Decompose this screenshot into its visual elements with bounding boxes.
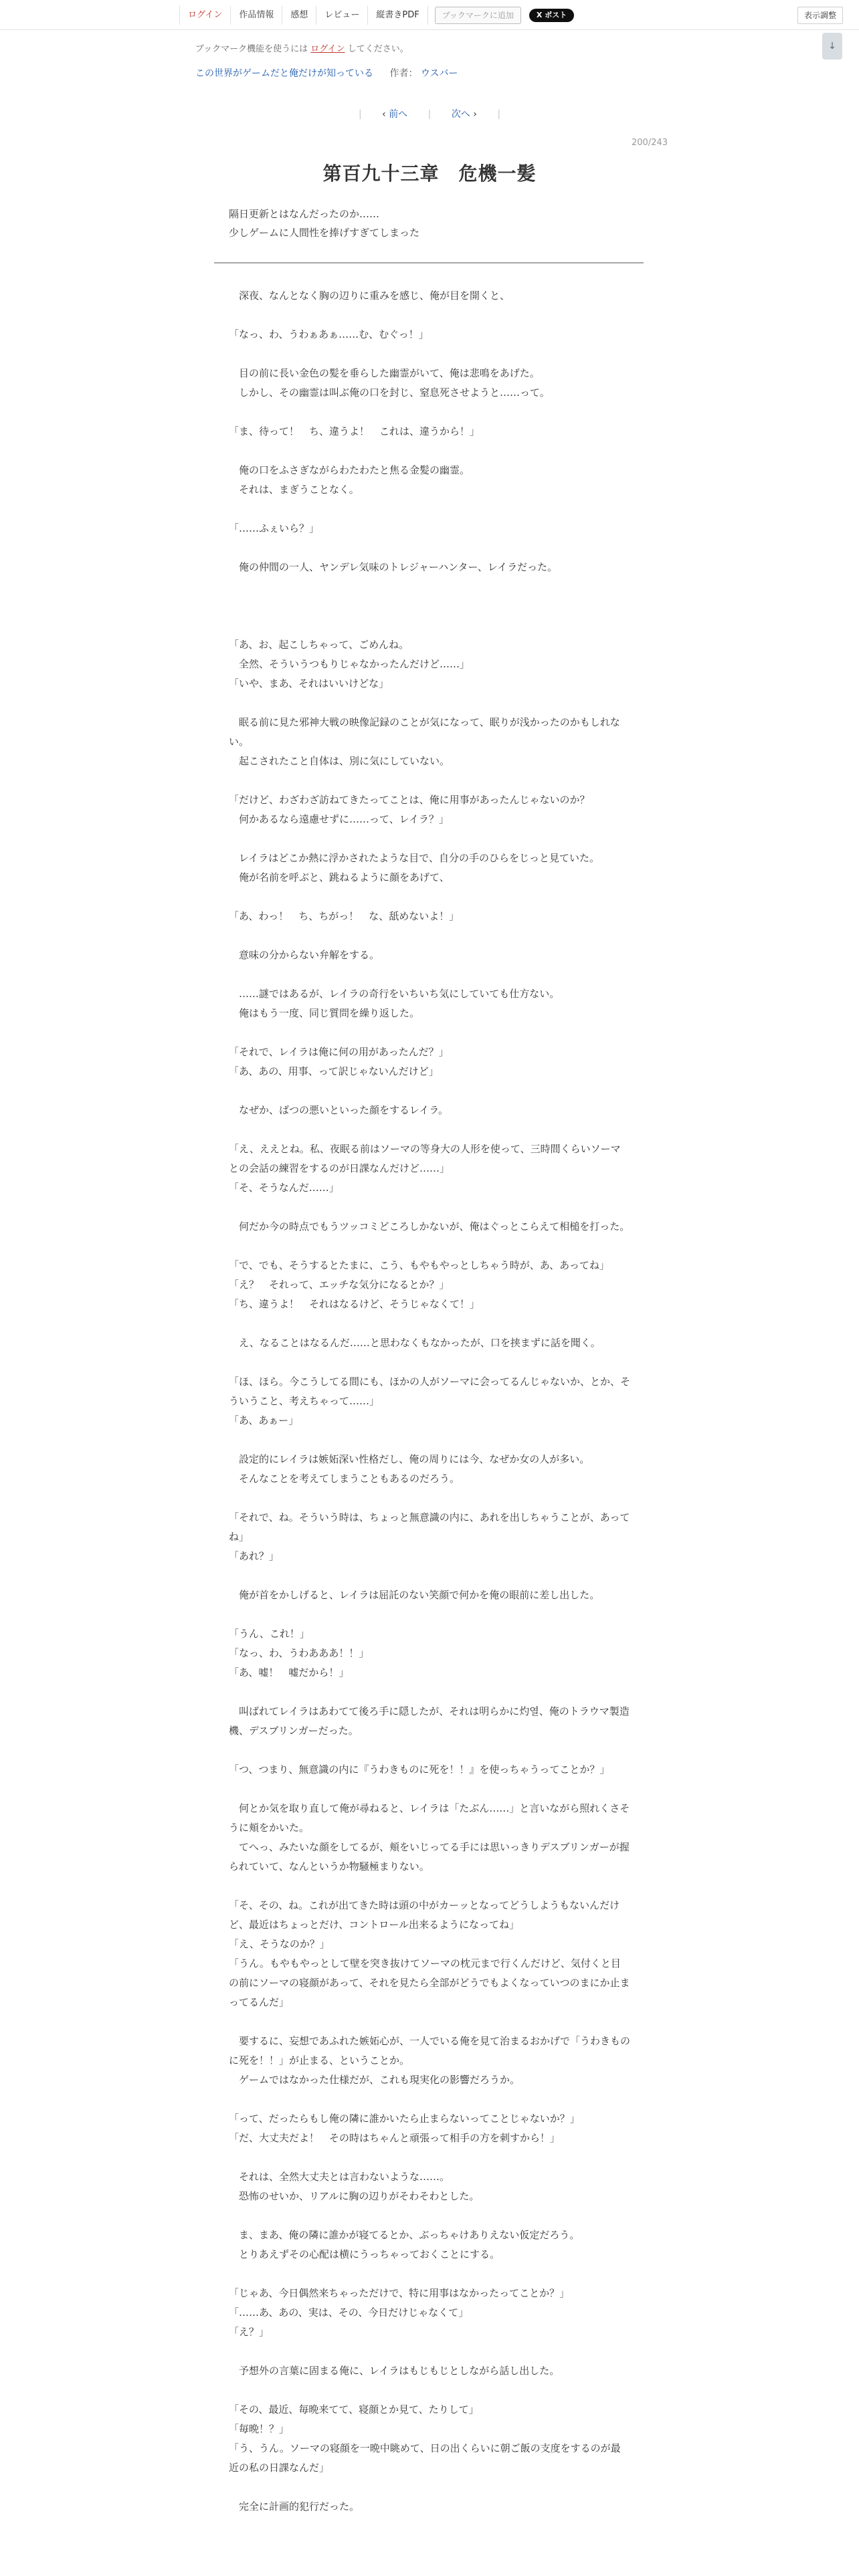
body-line: それは、まぎうことなく。: [229, 484, 359, 496]
display-settings-button[interactable]: 表示調整: [797, 7, 843, 24]
body-line: 「え？ それって、エッチな気分になるとか？」: [229, 1279, 450, 1291]
body-line: [229, 1605, 630, 1624]
chevron-left-icon: ‹: [382, 109, 386, 120]
body-line: [229, 1430, 630, 1450]
body-line: 「ほ、ほら。今こうしてる間にも、ほかの人がソーマに会ってるんじゃないか、とか、そういうこと、考えちゃって……」: [229, 1376, 631, 1407]
body-line: [229, 1120, 630, 1140]
body-line: 「なっ、わ、うわぁあぁ……む、むぐっ！」: [229, 328, 429, 340]
body-line: [229, 1741, 630, 1760]
scroll-arrow-icon[interactable]: ↓: [822, 33, 842, 60]
login-notice: [195, 41, 409, 54]
body-line: 恐怖のせいか、リアルに胸の辺りがそわそわとした。: [229, 2190, 480, 2202]
body-line: 「あれ？」: [229, 1550, 280, 1562]
body-line: 完全に計画的犯行だった。: [229, 2500, 360, 2512]
body-line: 何だか今の時点でもうツッコミどころしかないが、俺はぐっとこらえて相槌を打った。: [229, 1220, 630, 1232]
body-line: [229, 1566, 630, 1586]
body-line: [229, 1081, 630, 1101]
body-line: そんなことを考えてしまうこともあるのだろう。: [229, 1473, 460, 1485]
prev-label: 前へ: [389, 109, 408, 120]
series-info: [195, 66, 458, 80]
body-line: [229, 2342, 630, 2361]
body-line: [229, 2012, 630, 2032]
prev-chapter-link[interactable]: [365, 109, 425, 120]
notice-suffix: してください。: [347, 44, 409, 54]
nav-vertical-pdf[interactable]: 縦書きPDF: [368, 6, 427, 25]
author-label: 作者：: [389, 68, 418, 79]
body-line: [229, 577, 630, 597]
body-line: ゲームではなかった仕様だが、これも現実化の影響だろうか。: [229, 2074, 520, 2086]
body-line: 深夜、なんとなく胸の辺りに重みを感じ、俺が目を開くと、: [229, 290, 510, 302]
body-line: 「え、そうなのか？」: [229, 1938, 330, 1950]
body-line: 眠る前に見た邪神大戦の映像記録のことが気になって、眠りが浅かったのかもしれない。: [229, 716, 620, 748]
body-line: 「……あ、あの、実は、その、今日だけじゃなくて」: [229, 2306, 469, 2319]
nav-work-info[interactable]: 作品情報: [231, 6, 282, 25]
body-line: 「そ、そうなんだ……」: [229, 1182, 339, 1194]
body-line: 「毎晩！？」: [229, 2423, 290, 2435]
body-line: 「だけど、わざわざ訪ねてきたってことは、俺に用事があったんじゃないのか？: [229, 794, 590, 806]
body-line: 「だ、大丈夫だよ！ その時はちゃんと頑張って相手の方を刺すから！」: [229, 2132, 561, 2144]
body-line: 何かあるなら遠慮せずに……って、レイラ？」: [229, 813, 449, 825]
body-line: 「あ、わっ！ ち、ちがっ！ な、舐めないよ！」: [229, 910, 460, 922]
body-line: 「つ、つまり、無意識の内に『うわきものに死を！！』を使っちゃうってことか？」: [229, 1763, 610, 1776]
body-line: 全然、そういうつもりじゃなかったんだけど……」: [229, 658, 470, 670]
next-chapter-link[interactable]: [434, 109, 494, 120]
body-line: [229, 616, 630, 635]
body-line: 俺が首をかしげると、レイラは屈託のない笑顔で何かを俺の眼前に差し出した。: [229, 1589, 600, 1601]
body-line: しかし、その幽霊は叫ぶ俺の口を封じ、窒息死させようと……って。: [229, 387, 550, 399]
body-line: 「う、うん。ソーマの寝顔を一晩中眺めて、日の出くらいに朝ご飯の支度をするのが最近の私の日課なんだ」: [229, 2442, 621, 2474]
nav-impressions[interactable]: 感想: [282, 6, 316, 25]
body-line: 「あ、あぁー」: [229, 1414, 299, 1426]
body-line: [229, 597, 630, 616]
body-line: 「ち、違うよ！ それはなるけど、そうじゃなくて！」: [229, 1298, 480, 1310]
body-line: [229, 2478, 630, 2497]
page-count: 200/243: [632, 138, 668, 148]
body-line: 要するに、妄想であふれた嫉妬心が、一人でいる俺を見て治まるおかげで「うわきものに死を！！」が止まる、ということか。: [229, 2035, 631, 2066]
chevron-right-icon: ›: [473, 109, 477, 120]
body-line: 俺の口をふさぎながらわたわたと焦る金髪の幽霊。: [229, 464, 470, 476]
body-line: [229, 887, 630, 907]
body-line: なぜか、ばつの悪いといった顔をするレイラ。: [229, 1104, 449, 1116]
body-line: [229, 2090, 630, 2109]
body-line: [229, 1683, 630, 1702]
body-line: 「いや、まあ、それはいいけどな」: [229, 677, 389, 689]
nav-bar: [179, 5, 574, 25]
body-line: [229, 1314, 630, 1333]
nav-login[interactable]: ログイン: [179, 6, 231, 25]
body-line: [229, 1780, 630, 1799]
divider: [214, 262, 644, 263]
body-line: 俺が名前を呼ぶと、跳ねるように顔をあげて、: [229, 871, 450, 883]
body-line: 叫ばれてレイラはあわてて後ろ手に隠したが、それは明らかに灼열、俺のトラウマ製造機、デスブリンガーだった。: [229, 1705, 630, 1737]
body-line: 「うん、これ！」: [229, 1628, 310, 1640]
chapter-title: 第百九十三章 危機一髪: [322, 163, 537, 185]
author-link[interactable]: ウスバー: [420, 68, 458, 79]
preface-line: 隔日更新とはなんだったのか……: [229, 208, 380, 220]
body-line: [229, 538, 630, 558]
body-line: 「え？」: [229, 2326, 270, 2338]
body-line: 「それで、ね。そういう時は、ちょっと無意識の内に、あれを出しちゃうことが、あってね」: [229, 1511, 630, 1543]
body-line: 目の前に長い金色の髪を垂らした幽霊がいて、俺は悲鳴をあげた。: [229, 367, 540, 379]
body-line: 「って、だったらもし俺の隣に誰かいたら止まらないってことじゃないか？」: [229, 2113, 580, 2125]
body-line: ま、まあ、俺の隣に誰かが寝てるとか、ぶっちゃけありえない仮定だろう。: [229, 2229, 580, 2241]
chapter-pager: | ‹ 前へ | 次へ › |: [358, 109, 501, 120]
body-line: [229, 344, 630, 364]
body-line: 「それで、レイラは俺に何の用があったんだ？」: [229, 1046, 449, 1058]
body-line: それは、全然大丈夫とは言わないような……。: [229, 2171, 450, 2183]
body-line: 設定的にレイラは嫉妬深い性格だし、俺の周りには今、なぜか女の人が多い。: [229, 1453, 590, 1465]
notice-login-link[interactable]: ログイン: [310, 44, 345, 54]
body-line: 起こされたこと自体は、別に気にしていない。: [229, 755, 450, 767]
body-line: 「で、でも、そうするとたまに、こう、もやもやっとしちゃう時が、あ、あってね」: [229, 1259, 609, 1271]
nav-review[interactable]: レビュー: [316, 6, 368, 25]
body-line: 「ま、待って！ ち、違うよ！ これは、違うから！」: [229, 425, 480, 437]
body-line: [229, 771, 630, 790]
body-line: 「なっ、わ、うわあああ！！」: [229, 1647, 369, 1659]
body-line: え、なることはなるんだ……と思わなくもなかったが、口を挟まずに話を聞く。: [229, 1337, 601, 1349]
body-line: [229, 1198, 630, 1217]
notice-prefix: ブックマーク機能を使うには: [195, 44, 308, 54]
body-line: 「……ふぇいら？」: [229, 522, 320, 534]
body-line: [229, 1237, 630, 1256]
body-line: [229, 1489, 630, 1508]
body-line: 「そ、その、ね。これが出てきた時は頭の中がカーッとなってどうしようもないんだけど、最近はちょっとだけ、コントロール出来るようになってね」: [229, 1899, 620, 1931]
body-line: レイラはどこか熱に浮かされたような目で、自分の手のひらをじっと見ていた。: [229, 852, 599, 864]
preface-line: 少しゲームに人間性を捧げすぎてしまった: [229, 227, 420, 239]
body-line: 「じゃあ、今日偶然来ちゃっただけで、特に用事はなかったってことか？」: [229, 2287, 570, 2299]
body-line: [229, 965, 630, 984]
body-line: てへっ、みたいな顔をしてるが、頬をいじってる手には思いっきりデスブリンガーが握られていて、なんというか物騒極まりない。: [229, 1841, 630, 1872]
body-line: 「え、ええとね。私、夜眠る前はソーマの等身大の人形を使って、三時間くらいソーマとの会話の練習をするのが日課なんだけど……」: [229, 1143, 621, 1174]
body-line: [229, 2206, 630, 2226]
body-line: 俺の仲間の一人、ヤンデレ気味のトレジャーハンター、レイラだった。: [229, 561, 558, 573]
preface: [229, 205, 630, 242]
body-line: [229, 2148, 630, 2167]
body-line: 予想外の言葉に固まる俺に、レイラはもじもじとしながら話し出した。: [229, 2365, 560, 2377]
body-line: [229, 441, 630, 461]
body-line: 「うん。もやもやっとして壁を突き抜けてソーマの枕元まで行くんだけど、気付くと目の前にソーマの寝顔があって、それを見たら全部がどうでもよくなっていつのまにか止まってるんだ」: [229, 1957, 630, 2008]
body-line: 「その、最近、毎晩来てて、寝顔とか見て、たりして」: [229, 2403, 479, 2416]
body-line: [229, 2381, 630, 2400]
body-line: [229, 1023, 630, 1043]
body-line: ……謎ではあるが、レイラの奇行をいちいち気にしていても仕方ない。: [229, 988, 560, 1000]
bookmark-button[interactable]: ブックマークに追加: [435, 7, 521, 24]
body-line: 俺はもう一度、同じ質問を繰り返した。: [229, 1007, 420, 1019]
body-line: [229, 2264, 630, 2284]
body-line: [229, 829, 630, 849]
next-label: 次へ: [451, 109, 470, 120]
chapter-body: [229, 286, 630, 2516]
body-line: [229, 693, 630, 713]
top-bar: [0, 0, 859, 30]
body-line: [229, 1876, 630, 1896]
body-line: 「あ、あの、用事、って訳じゃないんだけど」: [229, 1065, 439, 1077]
body-line: 「あ、お、起こしちゃって、ごめんね。: [229, 639, 409, 651]
body-line: [229, 500, 630, 519]
body-line: [229, 926, 630, 946]
body-line: とりあえずその心配は横にうっちゃっておくことにする。: [229, 2248, 500, 2260]
body-line: [229, 1353, 630, 1372]
body-line: 「あ、嘘！ 嘘だから！」: [229, 1667, 349, 1679]
x-post-button[interactable]: X ポスト: [529, 9, 574, 22]
body-line: [229, 403, 630, 422]
body-line: 意味の分からない弁解をする。: [229, 949, 380, 961]
body-line: [229, 306, 630, 325]
body-line: 何とか気を取り直して俺が尋ねると、レイラは「たぶん……」と言いながら照れくさそうに頬をかいた。: [229, 1802, 630, 1834]
series-title-link[interactable]: この世界がゲームだと俺だけが知っている: [195, 68, 373, 79]
